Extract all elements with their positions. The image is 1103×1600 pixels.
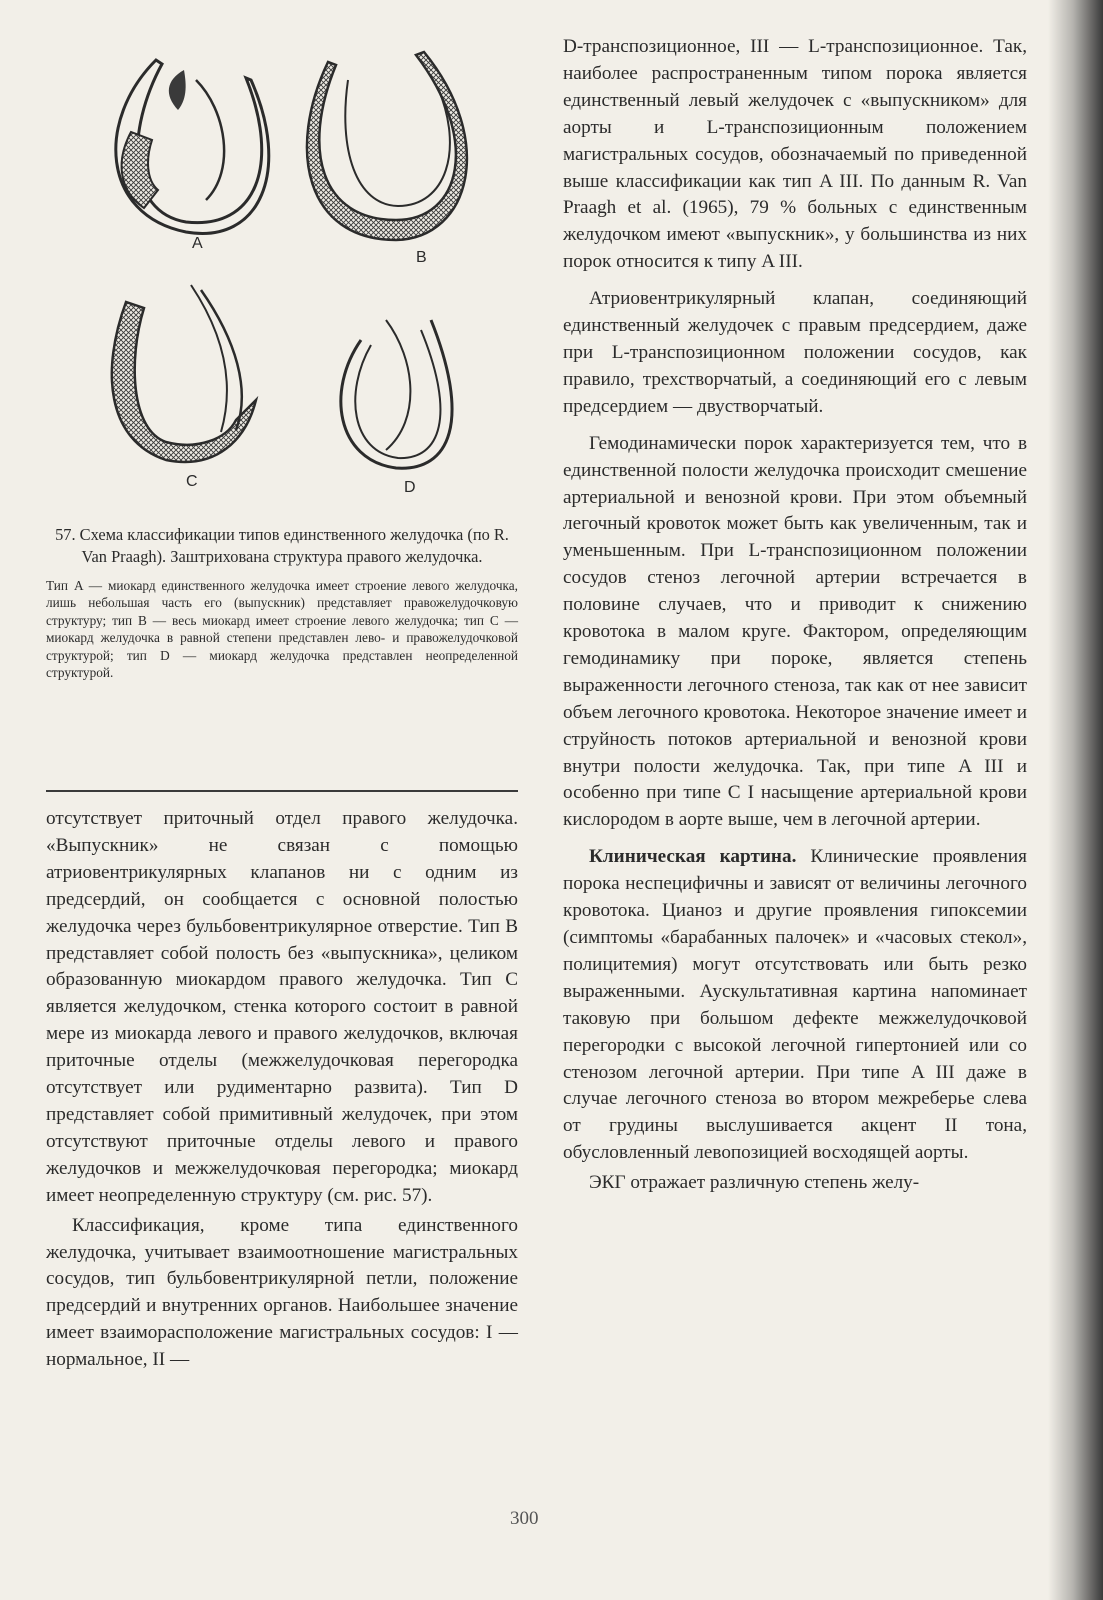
- ventricle-diagram: [86, 40, 516, 510]
- ventricle-type-d: [341, 320, 452, 496]
- page-number: 300: [510, 1508, 539, 1529]
- left-paragraph-1: отсутствует приточный отдел правого желудочка. «Выпускник» не связан с помощью атриовентрикулярных клапанов ни с одним из предсердий, он сообщается с основной полостью желудочка через бульбовентрикулярное отверстие. Тип B представляет собой полость без «выпускника», целиком образованную миокардом правого желудочка. Тип C является желудочком, стенка которого состоит в равной мере из миокарда левого и правого желудочков, включая приточные отделы (межжелудочковая перегородка отсутствует или рудиментарно развита). Тип D представляет собой примитивный желудочек, при этом отсутствуют приточные отделы левого и правого желудочков и межжелудочковая перегородка; миокард имеет неопределенную структуру (см. рис. 57).: [46, 808, 518, 1206]
- label-a: A: [192, 235, 203, 252]
- right-column: [563, 34, 1027, 1197]
- right-paragraph-5: ЭКГ отражает различную степень желу-: [589, 1172, 920, 1194]
- right-paragraph-3: Гемодинамически порок характеризуется тем, что в единственной полости желудочка происходит смешение артериальной и венозной крови. При этом объемный легочный кровоток может быть как увеличенным, так и уменьшенным. При L-транспозиционном положении сосудов стеноз легочной артерии встречается в половине случаев, что и приводит к снижению кровотока в малом круге. Фактором, определяющим гемодинамику при пороке, является степень выраженности легочного стеноза, так как от нее зависит объем легочного кровотока. Некоторое значение имеет и струйность потоков артериальной и венозной крови внутри полости желудочка. Так, при типе A III и особенно при типе C I насыщение артериальной крови кислородом в аорте выше, чем в легочной артерии.: [563, 432, 1027, 831]
- label-b: B: [416, 249, 427, 266]
- caption-body: Тип A — миокард единственного желудочка имеет строение левого желудочка, лишь небольшая часть его (выпускник) представляет правожелудочковую структуру; тип B — весь миокард имеет строение левого желудочка; тип C — миокард желудочка в равной степени представлен лево- и правожелудочковой структурой; тип D — миокард желудочка представлен неопределенной структурой.: [46, 578, 518, 681]
- ventricle-type-c: [112, 285, 256, 490]
- divider: [46, 790, 518, 792]
- left-column: [46, 806, 518, 1374]
- label-c: C: [186, 473, 198, 490]
- right-paragraph-1: D-транспозиционное, III — L-транспозиционное. Так, наиболее распространенным типом порока является единственный левый желудочек с «выпускником» для аорты и L-транспозиционным положением магистральных сосудов, обозначаемый по приведенной выше классификации как тип A III. По данным R. Van Praagh et al. (1965), 79 % больных с единственным желудочком имеют «выпускник», у большинства из них порок относится к типу A III.: [563, 36, 1027, 273]
- section-heading-clinical: Клиническая картина.: [589, 846, 797, 868]
- right-paragraph-4: [563, 844, 1027, 1167]
- caption-title: 57. Схема классификации типов единственного желудочка (по R. Van Praagh). Заштрихована структура правого желудочка.: [55, 525, 509, 566]
- clinical-text: Клинические проявления порока неспецифичны и зависят от величины легочного кровотока. Цианоз и другие проявления гипоксемии (симптомы «барабанных палочек» и «часовых стекол», полицитемия) могут отсутствовать или быть резко выраженными. Аускультативная картина напоминает таковую при большом дефекте межжелудочковой перегородки с высокой легочной гипертонией или со стенозом легочной артерии. При типе A III даже в случае легочного стеноза во втором межреберье слева от грудины выслушивается акцент II тона, обусловленный левопозицией восходящей аорты.: [563, 846, 1027, 1164]
- left-paragraph-2: Классификация, кроме типа единственного желудочка, учитывает взаимоотношение магистральных сосудов, тип бульбовентрикулярной петли, положение предсердий и внутренних органов. Наибольшее значение имеет взаиморасположение магистральных сосудов: I — нормальное, II —: [46, 1214, 518, 1371]
- figure-caption: [46, 524, 518, 681]
- label-d: D: [404, 479, 416, 496]
- right-paragraph-2: Атриовентрикулярный клапан, соединяющий единственный желудочек с правым предсердием, даже при L-транспозиционном положении сосудов, как правило, трехстворчатый, а соединяющий его с левым предсердием — двустворчатый.: [563, 288, 1027, 417]
- ventricle-type-b: [307, 52, 467, 266]
- book-spine-shadow: [1048, 0, 1103, 1600]
- ventricle-type-a: [116, 60, 269, 252]
- figure-57: [86, 40, 516, 510]
